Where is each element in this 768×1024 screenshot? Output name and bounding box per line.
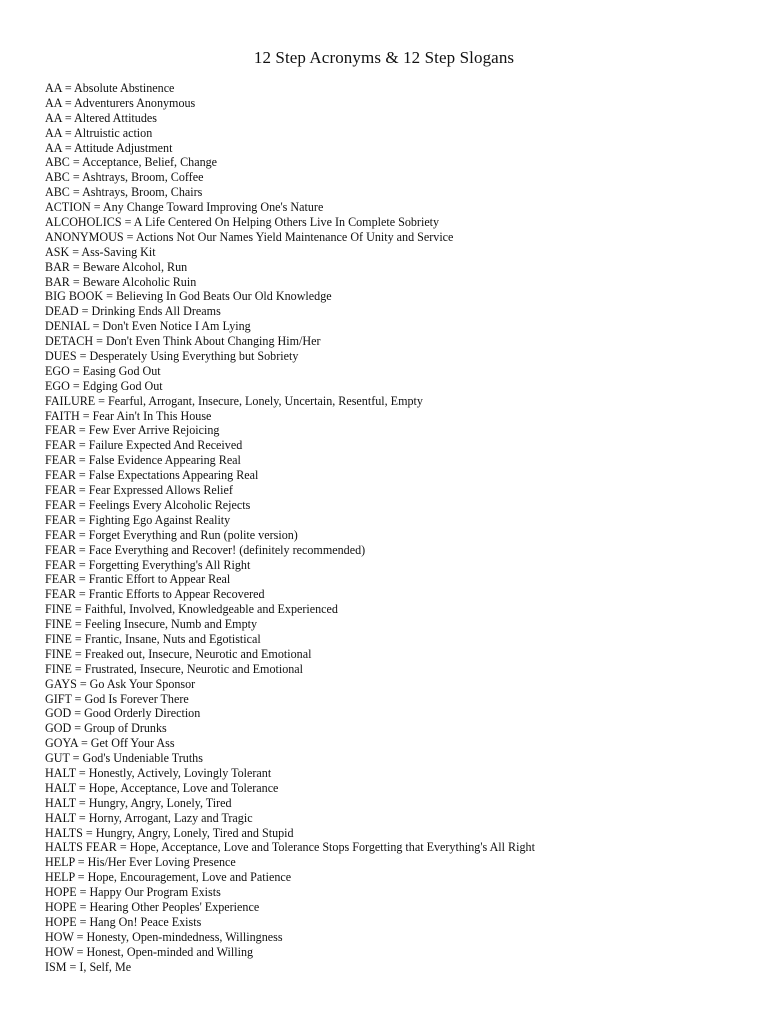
- acronym-entry: HOPE = Hang On! Peace Exists: [45, 914, 202, 929]
- acronym-entry: HOPE = Hearing Other Peoples' Experience: [45, 899, 260, 914]
- acronym-entry: FEAR = Frantic Effort to Appear Real: [45, 572, 231, 587]
- acronym-entry: FEAR = Frantic Efforts to Appear Recovered: [45, 587, 265, 602]
- acronym-list: [45, 81, 535, 974]
- acronym-entry: ABC = Ashtrays, Broom, Chairs: [45, 185, 203, 200]
- acronym-entry: GOYA = Get Off Your Ass: [45, 736, 175, 751]
- acronym-entry: HALT = Hungry, Angry, Lonely, Tired: [45, 795, 232, 810]
- acronym-entry: ASK = Ass-Saving Kit: [45, 244, 156, 259]
- acronym-entry: AA = Absolute Abstinence: [45, 81, 175, 95]
- acronym-entry: ANONYMOUS = Actions Not Our Names Yield Maintenance Of Unity and Service: [45, 229, 454, 244]
- acronym-entry: HALTS = Hungry, Angry, Lonely, Tired and Stupid: [45, 825, 294, 840]
- acronym-entry: HELP = Hope, Encouragement, Love and Patience: [45, 870, 292, 885]
- acronym-entry: DEAD = Drinking Ends All Dreams: [45, 304, 221, 319]
- acronym-entry: ACTION = Any Change Toward Improving One's Nature: [45, 200, 324, 215]
- acronym-entry: DETACH = Don't Even Think About Changing Him/Her: [45, 334, 321, 349]
- acronym-entry: HALT = Hope, Acceptance, Love and Tolerance: [45, 780, 279, 795]
- acronym-entry: GIFT = God Is Forever There: [45, 691, 189, 706]
- acronym-entry: ABC = Acceptance, Belief, Change: [45, 155, 218, 170]
- acronym-entry: HELP = His/Her Ever Loving Presence: [45, 855, 236, 870]
- acronym-entry: FEAR = Feelings Every Alcoholic Rejects: [45, 497, 251, 512]
- acronym-entry: FAILURE = Fearful, Arrogant, Insecure, Lonely, Uncertain, Resentful, Empty: [45, 393, 423, 408]
- acronym-entry: AA = Altered Attitudes: [45, 110, 157, 125]
- acronym-entry: FINE = Frantic, Insane, Nuts and Egotistical: [45, 631, 261, 646]
- acronym-entry: ALCOHOLICS = A Life Centered On Helping Others Live In Complete Sobriety: [45, 215, 440, 230]
- acronym-entry: HOW = Honest, Open-minded and Willing: [45, 944, 254, 959]
- acronym-entry: FEAR = Fighting Ego Against Reality: [45, 512, 231, 527]
- acronym-entry: HOW = Honesty, Open-mindedness, Willingness: [45, 929, 283, 944]
- acronym-entry: EGO = Easing God Out: [45, 363, 161, 378]
- acronym-entry: FEAR = Few Ever Arrive Rejoicing: [45, 423, 220, 438]
- acronym-entry: HALT = Honestly, Actively, Lovingly Tolerant: [45, 765, 272, 780]
- acronym-entry: FEAR = Forget Everything and Run (polite version): [45, 527, 298, 542]
- acronym-entry: BAR = Beware Alcoholic Ruin: [45, 274, 197, 289]
- acronym-entry: AA = Altruistic action: [45, 125, 153, 140]
- acronym-entry: FEAR = False Evidence Appearing Real: [45, 453, 241, 468]
- acronym-entry: HALTS FEAR = Hope, Acceptance, Love and Tolerance Stops Forgetting that Everything's All Right: [45, 840, 535, 855]
- acronym-entry: FEAR = Forgetting Everything's All Right: [45, 557, 251, 572]
- acronym-entry: BIG BOOK = Believing In God Beats Our Old Knowledge: [45, 289, 332, 304]
- acronym-entry: FINE = Freaked out, Insecure, Neurotic and Emotional: [45, 646, 312, 661]
- acronym-entry: EGO = Edging God Out: [45, 378, 163, 393]
- acronym-entry: GOD = Group of Drunks: [45, 721, 167, 736]
- acronym-entry: AA = Adventurers Anonymous: [45, 95, 196, 110]
- acronym-entry: AA = Attitude Adjustment: [45, 140, 173, 155]
- acronym-entry: ISM = I, Self, Me: [45, 959, 132, 974]
- acronym-entry: FEAR = Fear Expressed Allows Relief: [45, 483, 233, 498]
- acronym-entry: GAYS = Go Ask Your Sponsor: [45, 676, 196, 691]
- acronym-entry: HALT = Horny, Arrogant, Lazy and Tragic: [45, 810, 253, 825]
- acronym-entry: FINE = Frustrated, Insecure, Neurotic and Emotional: [45, 661, 304, 676]
- acronym-entry: DENIAL = Don't Even Notice I Am Lying: [45, 319, 251, 334]
- acronym-entry: FEAR = Failure Expected And Received: [45, 438, 243, 453]
- acronym-entry: HOPE = Happy Our Program Exists: [45, 885, 221, 900]
- page-title: 12 Step Acronyms & 12 Step Slogans: [253, 48, 515, 67]
- acronym-entry: ABC = Ashtrays, Broom, Coffee: [45, 170, 204, 185]
- acronym-entry: FAITH = Fear Ain't In This House: [45, 408, 212, 423]
- acronym-entry: FINE = Feeling Insecure, Numb and Empty: [45, 617, 258, 632]
- acronym-entry: GUT = God's Undeniable Truths: [45, 751, 203, 766]
- acronym-entry: FINE = Faithful, Involved, Knowledgeable and Experienced: [45, 602, 338, 617]
- acronym-entry: FEAR = Face Everything and Recover! (definitely recommended): [45, 542, 366, 557]
- acronym-entry: GOD = Good Orderly Direction: [45, 706, 201, 721]
- acronym-entry: FEAR = False Expectations Appearing Real: [45, 468, 259, 483]
- acronym-entry: DUES = Desperately Using Everything but Sobriety: [45, 349, 299, 364]
- acronym-entry: BAR = Beware Alcohol, Run: [45, 259, 188, 274]
